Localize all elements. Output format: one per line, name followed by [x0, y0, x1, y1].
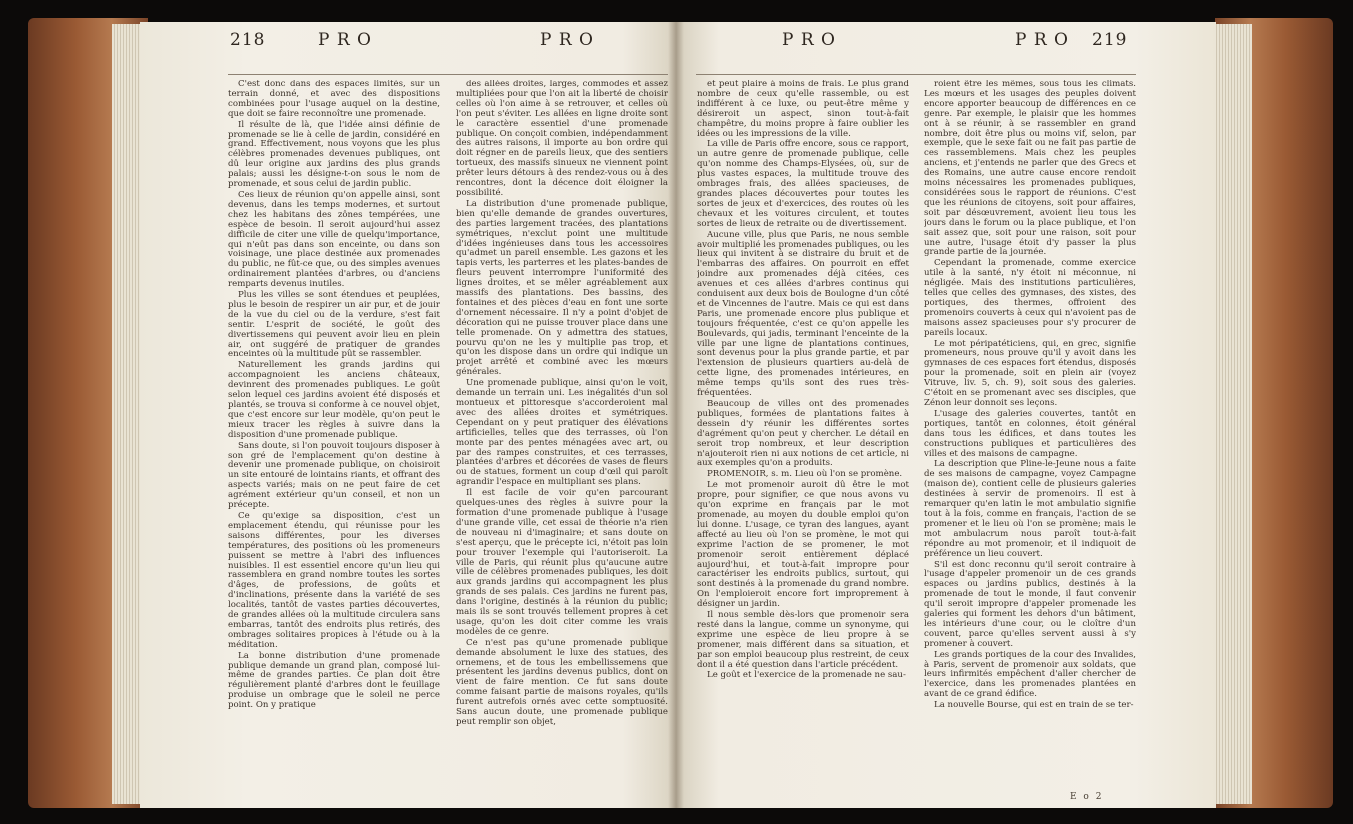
- paragraph: roient être les mêmes, sous tous les climats. Les mœurs et les usages des peuples doivent encore apporter beaucoup de différences en ce genre. Par exemple, le plaisir que les hommes ont à se réunir, à se rassembler en grand nombre, doit être plus ou moins vif, selon, par exemple, que le sexe fait ou ne fait pas partie de ces rassemblemens. Mais chez les peuples anciens, et j'entends ne parler que des Grecs et des Romains, une autre cause encore rendoit moins nécessaires les promenades publiques, considérées sous le rapport de réunions. C'est que les réunions de citoyens, soit pour affaires, soit par désœuvrement, avoient lieu tous les jours dans le forum ou la place publique, et l'on sait assez que, soit pour une raison, soit pour une autre, l'usage étoit d'y passer la plus grande partie de la journée.: [924, 80, 1136, 258]
- paragraph: La distribution d'une promenade publique, bien qu'elle demande de grandes ouvertures, des parties largement tracées, des plantations symétriques, n'exclut point une multitude d'idées ingénieuses dans tous les accessoires qu'admet un pareil ensemble. Les gazons et les tapis verts, les parterres et les plates-bandes de fleurs peuvent interrompre l'uniformité des lignes droites, et se mêler agréablement aux massifs des plantations. Des bassins, des fontaines et des pièces d'eau en font une sorte d'ornement nécessaire. Il n'y a point d'objet de décoration qui ne puisse trouver place dans une telle promenade. On y admettra des statues, pourvu qu'on ne les y multiplie pas trop, et qu'on les dispose dans un ordre qui indique un projet arrêté et combiné avec les mœurs générales.: [456, 198, 668, 378]
- right-center-head: P R O: [782, 30, 836, 50]
- left-page-number: 218: [230, 30, 266, 50]
- left-column-2: [456, 80, 668, 780]
- paragraph: et peut plaire à moins de frais. Le plus grand nombre de ceux qu'elle rassemble, ou est indifférent à ce luxe, ou peut-être même y désireroit un aspect, sinon tout-à-fait champêtre, du moins propre à faire oublier les idées ou les impressions de la ville.: [697, 80, 909, 139]
- page-edges-right: [1210, 24, 1252, 804]
- paragraph: Le goût et l'exercice de la promenade ne sau-: [707, 670, 906, 681]
- right-running-head: P R O: [1015, 30, 1069, 50]
- left-center-head: P R O: [540, 30, 594, 50]
- right-column-1: [697, 80, 909, 780]
- paragraph: Il est facile de voir qu'en parcourant quelques-unes des règles à suivre pour la formation d'une promenade publique à l'usage d'une grande ville, cet essai de théorie n'a rien de nouveau ni d'imaginaire; et sans doute on s'est aperçu, que le précepte ici, n'étoit pas loin pour trouver l'exemple qui l'autoriseroit. La ville de Paris, qui réunit plus qu'aucune autre ville de célèbres promenades publiques, les doit aux grands jardins qui accompagnent les plus grands de ses palais. Ces jardins ne furent pas, dans l'origine, destinés à la réunion du public; mais ils se sont trouvés tellement propres à cet usage, qu'on les doit citer comme les vrais modèles de ce genre.: [456, 488, 668, 637]
- paragraph: C'est donc dans des espaces limités, sur un terrain donné, et avec des dispositions combinées pour l'usage auquel on la destine, que doit se faire reconnoître une promenade.: [228, 80, 440, 119]
- signature-mark: E o 2: [1070, 792, 1104, 802]
- left-running-head: P R O: [318, 30, 372, 50]
- paragraph: Il résulte de là, que l'idée ainsi définie de promenade se lie à celle de jardin, considéré en grand. Effectivement, nous voyons que les plus célèbres promenades devenues publiques, ont dû leur origine aux jardins des plus grands palais; aussi les désigne-t-on sous le nom de promenade, et sous celui de jardin public.: [228, 119, 440, 190]
- paragraph: La ville de Paris offre encore, sous ce rapport, un autre genre de promenade publique, celle qu'on nomme des Champs-Elysées, où, sur de plus vastes espaces, la multitude trouve des ombrages frais, des allées spacieuses, de grandes places découvertes pour toutes les sortes de jeux et d'exercices, des routes où les chevaux et les voitures circulent, et toutes sortes de lieux de retraite ou de divertissement.: [697, 139, 909, 229]
- paragraph: des allées droites, larges, commodes et assez multipliées pour que l'on ait la liberté de choisir celles où l'on aime à se retrouver, et celles où l'on peut s'éviter. Les allées en ligne droite sont le caractère essentiel d'une promenade publique. On conçoit combien, indépendamment des autres raisons, il importe au bon ordre qui doit régner en de pareils lieux, que des sentiers tortueux, des massifs sinueux ne viennent point prêter leurs détours à des rendez-vous ou à des rencontres, dont la décence doit éloigner la possibilité.: [456, 80, 668, 198]
- right-column-2: [924, 80, 1136, 780]
- paragraph: Sans doute, si l'on pouvoit toujours disposer à son gré de l'emplacement qu'on destine à devenir une promenade publique, on choisiroit un site entouré de lointains riants, et offrant des aspects variés; mais on ne peut faire de cet agrément extérieur qu'un conseil, et non un précepte.: [228, 440, 440, 511]
- paragraph: L'usage des galeries couvertes, tantôt en portiques, tantôt en colonnes, étoit général dans tous les édifices, et dans toutes les constructions publiques et particulières des villes et des maisons de campagne.: [924, 408, 1136, 459]
- paragraph: Le mot promenoir auroit dû être le mot propre, pour signifier, ce que nous avons vu qu'on exprime en français par le mot promenade, au moyen du double emploi qu'on lui donne. L'usage, ce tyran des langues, ayant affecté au lieu où l'on se promène, le mot qui exprime l'action de se promener, le mot promenoir seroit entièrement déplacé aujourd'hui, et tout-à-fait impropre pour caractériser les endroits publics, surtout, qui sont destinés à la promenade du grand nombre. On l'emploieroit encore fort improprement à désigner un jardin.: [697, 480, 909, 610]
- paragraph: Une promenade publique, ainsi qu'on le voit, demande un terrain uni. Les inégalités d'un sol montueux et pittoresque s'accorderoient mal avec des allées droites et symétriques. Cependant on y peut pratiquer des élévations artificielles, telles que des terrasses, où l'on monte par des pentes ménagées avec art, ou par des rampes construites, et ces terrasses, plantées d'arbres et décorées de vases de fleurs ou de statues, forment un coup d'œil qui paroît agrandir l'espace en multipliant ses plans.: [456, 378, 668, 488]
- left-header-rule: [228, 74, 668, 75]
- left-column-1: [228, 80, 440, 780]
- paragraph: Plus les villes se sont étendues et peuplées, plus le besoin de respirer un air pur, et de jouir de la vue du ciel ou de la verdure, s'est fait sentir. L'esprit de société, le goût des divertissemens qui peuvent avoir lieu en plein air, ont suggéré de pratiquer de grandes enceintes où la multitude pût se rassembler.: [228, 290, 440, 360]
- paragraph: La nouvelle Bourse, qui est en train de se ter-: [934, 700, 1134, 711]
- paragraph: Il nous semble dès-lors que promenoir sera resté dans la langue, comme un synonyme, qui exprime une espèce de lieu propre à se promener, mais différent dans sa situation, et par son emploi beaucoup plus restreint, de ceux dont il a été question dans l'article précédent.: [697, 610, 909, 670]
- paragraph: La bonne distribution d'une promenade publique demande un grand plan, composé lui-même de grandes parties. Ce plan doit être régulièrement planté d'arbres dont le feuillage produise un ombrage que le soleil ne perce point. On y pratique: [228, 650, 440, 711]
- paragraph: Ces lieux de réunion qu'on appelle ainsi, sont devenus, dans les temps modernes, et surtout chez les habitans des zônes tempérées, une espèce de besoin. Il seroit aujourd'hui assez difficile de citer une ville de quelqu'importance, qui n'eût pas dans son enceinte, ou dans son voisinage, une place destinée aux promenades du public, ne fût-ce que, ou des simples avenues ordinairement plantées d'arbres, ou d'anciens remparts devenus inutiles.: [228, 189, 440, 290]
- paragraph: Les grands portiques de la cour des Invalides, à Paris, servent de promenoir aux soldats, que leurs infirmités empêchent d'aller chercher de l'exercice, dans les promenades plantées en avant de ce grand édifice.: [924, 649, 1136, 700]
- paragraph: Cependant la promenade, comme exercice utile à la santé, n'y étoit ni méconnue, ni négligée. Mais des institutions particulières, telles que celles des gymnases, des xistes, des portiques, des thermes, offroient des promenoirs couverts à ceux qui n'avoient pas de maisons assez spacieuses pour s'y procurer de pareils locaux.: [924, 258, 1136, 338]
- paragraph: La description que Pline-le-Jeune nous a faite de ses maisons de campagne, voyez Campagne (maison de), contient celle de plusieurs galeries destinées à servir de promenoirs. Il est à remarquer qu'en latin le mot ambulatio signifie tout à la fois, comme en français, l'action de se promener et le lieu où l'on se promène; mais le mot ambulacrum nous paroît tout-à-fait répondre au mot promenoir, et il indiquoit de préférence un lieu couvert.: [924, 459, 1136, 559]
- paragraph: Naturellement les grands jardins qui accompagnoient les anciens châteaux, devinrent des promenades publiques. Le goût selon lequel ces jardins avoient été disposés et plantés, se trouva si conforme à ce nouvel objet, que c'est encore sur leur modèle, qu'on peut le mieux tracer les règles à suivre dans la disposition d'une promenade publique.: [228, 360, 440, 440]
- paragraph: S'il est donc reconnu qu'il seroit contraire à l'usage d'appeler promenoir un de ces grands espaces ou jardins publics, destinés à la promenade de tout le monde, il faut convenir qu'il seroit impropre d'appeler promenade les galeries qui forment les dehors d'un bâtiment, les intérieurs d'une cour, ou le cloître d'un couvent, parce qu'elles servent aussi à s'y promener à couvert.: [924, 559, 1136, 649]
- paragraph: Ce n'est pas qu'une promenade publique demande absolument le luxe des statues, des ornemens, et de tous les embellissemens que présentent les jardins devenus publics, dont on vient de faire mention. Ce fut sans doute comme faisant partie de maisons royales, qu'ils furent autrefois ornés avec cette somptuosité. Sans aucun doute, une promenade publique peut remplir son objet,: [456, 637, 668, 727]
- paragraph: Le mot péripatéticiens, qui, en grec, signifie promeneurs, nous prouve qu'il y avoit dans les gymnases de ces espaces fort étendus, disposés pour la promenade, soit en plein air (voyez Vitruve, liv. 5, ch. 9), soit sous des galeries. C'étoit en se promenant avec ses disciples, que Zénon leur donnoit ses leçons.: [924, 338, 1136, 408]
- book-gutter: [668, 22, 684, 808]
- right-header-rule: [696, 74, 1136, 75]
- paragraph: Beaucoup de villes ont des promenades publiques, formées de plantations faites à dessein d'y réunir les différentes sortes d'agrément qu'on peut y chercher. Le détail en seroit trop nombreux, et leur description n'ajouteroit rien ni aux notions de cet article, ni aux exemples qu'on a produits.: [697, 399, 909, 469]
- paragraph: Aucune ville, plus que Paris, ne nous semble avoir multiplié les promenades publiques, ou les lieux qui invitent à se distraire du bruit et de l'embarras des affaires. On pourroit en effet joindre aux promenades déjà citées, ces avenues et ces allées d'arbres continus qui conduisent aux deux bois de Boulogne d'un côté et de Vincennes de l'autre. Mais ce qui est dans Paris, une promenade encore plus publique et toujours fréquentée, c'est ce qu'on appelle les Boulevards, qui jadis, terminant l'enceinte de la ville par une ligne de plantations continues, sont devenus pour la plus grande partie, et par l'extension de plusieurs quartiers au-delà de cette ligne, des promenades intérieures, en même temps qu'ils sont des rues très-fréquentées.: [697, 229, 909, 399]
- paragraph: Ce qu'exige sa disposition, c'est un emplacement étendu, qui réunisse pour les saisons différentes, pour les diverses températures, des positions où les promeneurs puissent se mettre à l'abri des influences nuisibles. Il est essentiel encore qu'un lieu qui rassemblera en grand nombre toutes les sortes d'âges, de professions, de goûts et d'inclinations, présente dans la variété de ses localités, tantôt de vastes parties découvertes, de grandes allées où la multitude circulera sans embarras, tantôt des endroits plus retirés, des ombrages solitaires propices à l'étude ou à la méditation.: [228, 510, 440, 650]
- right-page-number: 219: [1092, 30, 1128, 50]
- paragraph: PROMENOIR, s. m. Lieu où l'on se promène.: [707, 469, 903, 480]
